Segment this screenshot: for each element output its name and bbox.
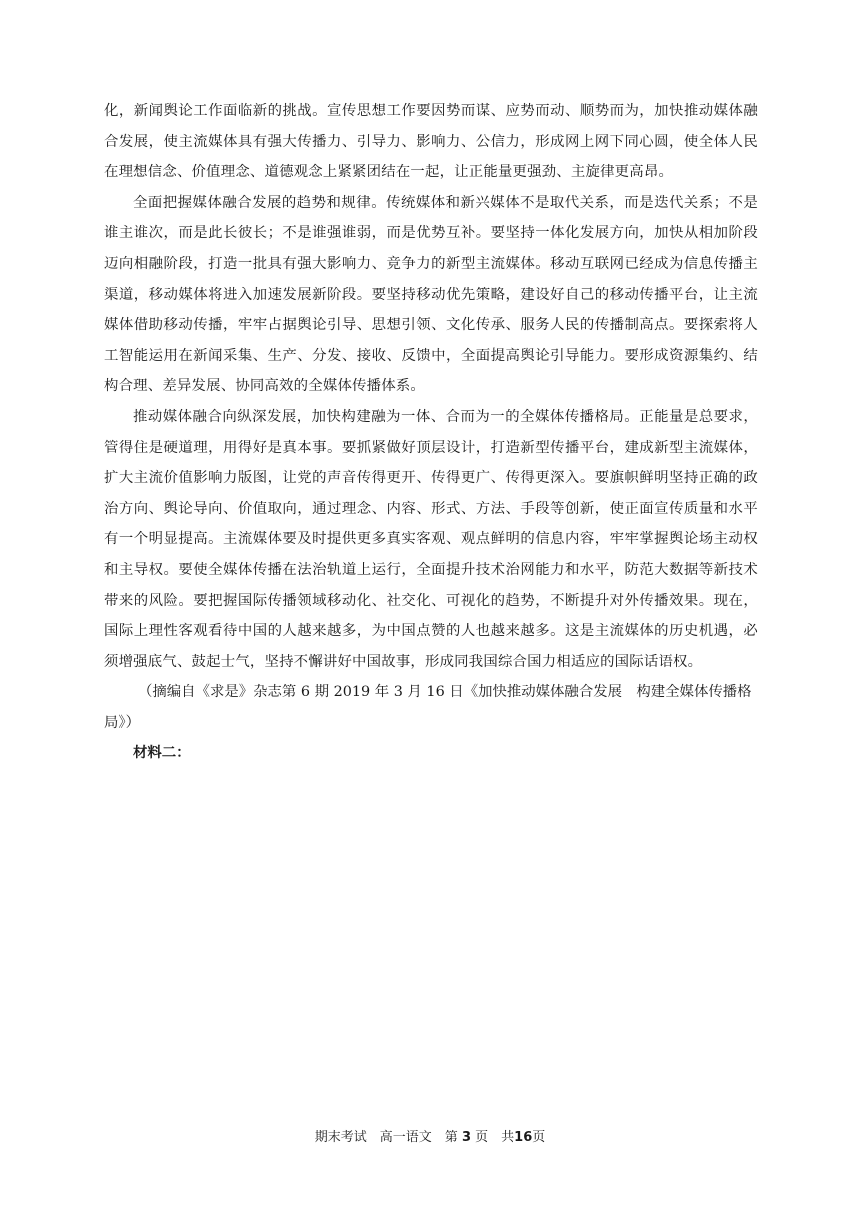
section-label-material-two: 材料二： bbox=[133, 745, 191, 762]
footer-total-pages: 16 bbox=[514, 1130, 533, 1145]
footer-page-prefix: 第 bbox=[444, 1130, 458, 1145]
paragraph-continued: 化，新闻舆论工作面临新的挑战。宣传思想工作要因势而谋、应势而动、顺势而为，加快推动媒体融合发展，使主流媒体具有强大传播力、引导力、影响力、公信力，形成网上网下同心圆，使全体人民在理想信念、价值理念、道德观念上紧紧团结在一起，让正能量更强劲、主旋律更高昂。 bbox=[104, 103, 758, 181]
paragraph-all-media-communication: 推动媒体融合向纵深发展，加快构建融为一体、合而为一的全媒体传播格局。正能量是总要求，管得住是硬道理，用得好是真本事。要抓紧做好顶层设计，打造新型传播平台，建成新型主流媒体，扩大主流价值影响力版图，让党的声音传得更开、传得更广、传得更深入。要旗帜鲜明坚持正确的政治方向、舆论导向、价值取向，通过理念、内容、形式、方法、手段等创新，使正面宣传质量和水平有一个明显提高。主流媒体要及时提供更多真实客观、观点鲜明的信息内容，牢牢掌握舆论场主动权和主导权。要使全媒体传播在法治轨道上运行，全面提升技术治网能力和水平，防范大数据等新技术带来的风险。要把握国际传播领域移动化、社交化、可视化的趋势，不断提升对外传播效果。现在，国际上理性客观看待中国的人越来越多，为中国点赞的人也越来越多。这是主流媒体的历史机遇，必须增强底气、鼓起士气，坚持不懈讲好中国故事，形成同我国综合国力相适应的国际话语权。 bbox=[104, 408, 758, 670]
page-footer bbox=[0, 1128, 860, 1148]
footer-total-suffix: 页 bbox=[532, 1130, 546, 1145]
footer-page-number: 3 bbox=[461, 1130, 471, 1145]
article-body bbox=[104, 96, 758, 769]
paragraph-media-fusion-trends: 全面把握媒体融合发展的趋势和规律。传统媒体和新兴媒体不是取代关系，而是迭代关系；不是谁主谁次，而是此长彼长；不是谁强谁弱，而是优势互补。要坚持一体化发展方向，加快从相加阶段迈向相融阶段，打造一批具有强大影响力、竞争力的新型主流媒体。移动互联网已经成为信息传播主渠道，移动媒体将进入加速发展新阶段。要坚持移动优先策略，建设好自己的移动传播平台，让主流媒体借助移动传播，牢牢占据舆论引导、思想引领、文化传承、服务人民的传播制高点。要探索将人工智能运用在新闻采集、生产、分发、接收、反馈中，全面提高舆论引导能力。要形成资源集约、结构合理、差异发展、协同高效的全媒体传播体系。 bbox=[104, 194, 758, 395]
footer-page-suffix: 页 bbox=[475, 1130, 489, 1145]
footer-total-prefix: 共 bbox=[501, 1130, 515, 1145]
footer-subject: 高一语文 bbox=[379, 1130, 432, 1145]
footer-exam: 期末考试 bbox=[314, 1130, 367, 1145]
source-citation: （摘编自《求是》杂志第 6 期 2019 年 3 月 16 日《加快推动媒体融合发展 构建全媒体传播格局》） bbox=[104, 684, 752, 731]
